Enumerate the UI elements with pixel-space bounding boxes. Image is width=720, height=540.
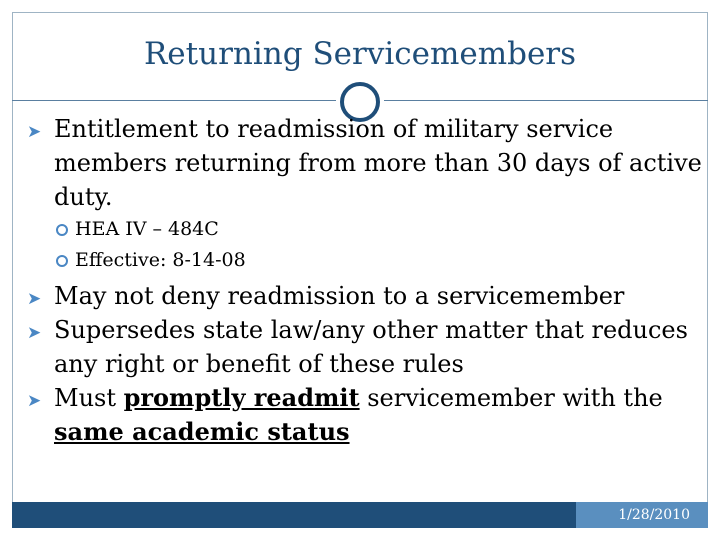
- footer-bar: [12, 502, 708, 528]
- footer-date: 1/28/2010: [618, 507, 690, 523]
- arrow-bullet-icon: ➤: [27, 289, 42, 309]
- emphasis-same-academic-status: same academic status: [54, 417, 350, 446]
- bullet-item: [22, 313, 702, 381]
- bullet-item: [22, 279, 702, 313]
- circle-bullet-icon: [56, 255, 68, 267]
- bullet-text: Entitlement to readmission of military service members returning from more than 30 days of active duty.: [54, 115, 702, 211]
- sub-bullet-item: [22, 245, 702, 276]
- sub-bullet-text: HEA IV – 484C: [75, 218, 219, 240]
- bullet-text: Supersedes state law/any other matter that reduces any right or benefit of these rules: [54, 316, 688, 378]
- sub-bullet-item: [22, 214, 702, 245]
- bullet-text-middle: servicemember with the: [359, 384, 663, 412]
- slide-title: Returning Servicemembers: [143, 36, 577, 72]
- circle-bullet-icon: [56, 224, 68, 236]
- bullet-item: [22, 112, 702, 214]
- title-divider-right: [384, 100, 708, 101]
- slide-content: [22, 112, 702, 449]
- bullet-text: May not deny readmission to a servicemember: [54, 282, 625, 310]
- emphasis-promptly-readmit: promptly readmit: [123, 383, 360, 412]
- arrow-bullet-icon: ➤: [27, 323, 42, 343]
- arrow-bullet-icon: ➤: [27, 391, 42, 411]
- sub-bullet-text: Effective: 8-14-08: [75, 249, 246, 271]
- arrow-bullet-icon: ➤: [27, 122, 42, 142]
- title-divider-left: [12, 100, 336, 101]
- bullet-text-start: Must: [54, 384, 124, 412]
- bullet-item: [22, 381, 702, 449]
